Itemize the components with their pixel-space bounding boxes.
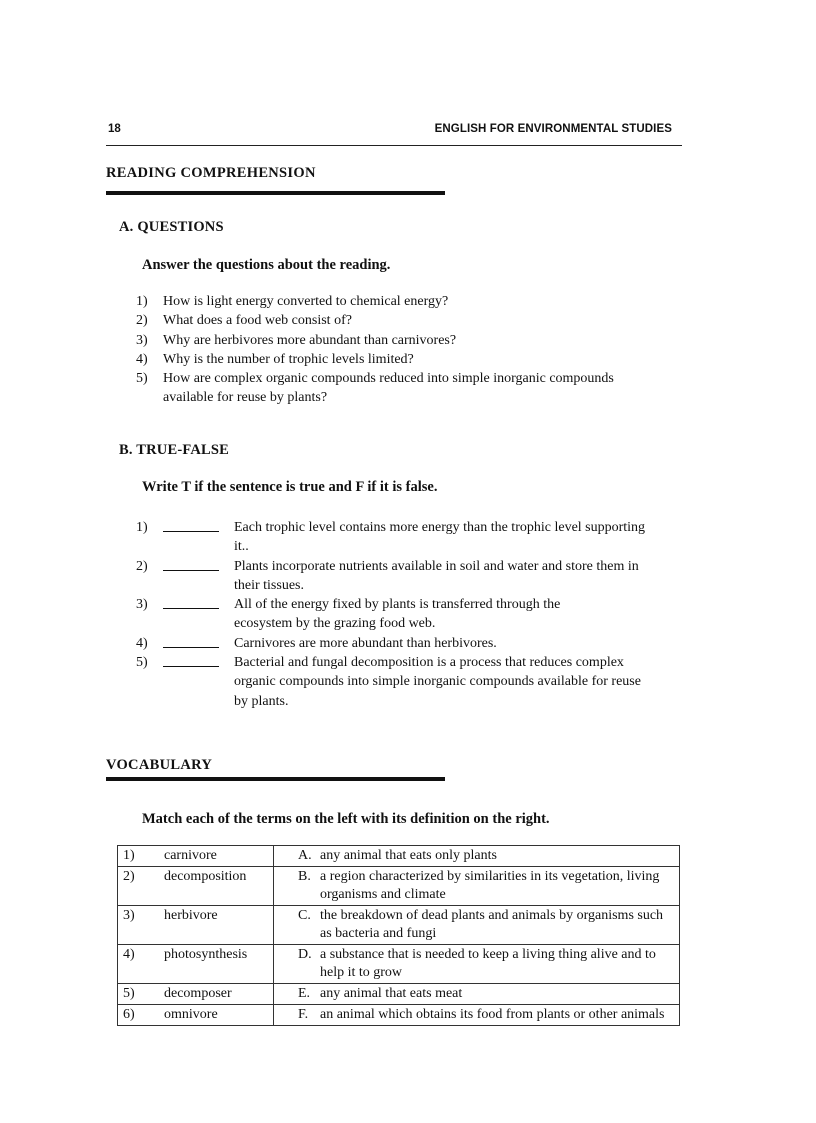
table-row [118,984,680,1005]
item-number: 4) [136,351,148,367]
true-false-list [136,518,676,711]
list-item [136,369,676,408]
item-number: 2) [136,313,148,329]
questions-instruction: Answer the questions about the reading. [142,257,391,273]
definition-letter: D. [298,947,312,962]
term-number: 5) [123,986,135,1001]
question-text: How are complex organic compounds reduced into simple inorganic compounds available for reuse by plants? [163,371,614,406]
item-number: 1) [136,520,148,535]
term-text: decomposer [164,986,232,1001]
statement-text: Each trophic level contains more energy than the trophic level supporting it.. [234,520,646,555]
definition-text: an animal which obtains its food from plants or other animals [320,1007,665,1022]
question-text: What does a food web consist of? [163,313,352,329]
vocabulary-title: VOCABULARY [106,757,213,773]
term-cell [118,867,274,906]
term-number: 3) [123,908,135,923]
term-cell [118,945,274,984]
term-text: carnivore [164,848,217,863]
answer-blank[interactable] [163,647,219,648]
table-row [118,1005,680,1026]
list-item [136,331,676,350]
item-number: 2) [136,558,148,574]
running-title: ENGLISH FOR ENVIRONMENTAL STUDIES [434,123,672,135]
questions-heading: A. QUESTIONS [119,219,224,235]
definition-cell [274,1005,680,1026]
page-number: 18 [108,123,121,135]
definition-cell [274,906,680,945]
questions-list [136,292,676,408]
table-row [118,867,680,906]
true-false-heading: B. TRUE-FALSE [119,442,230,458]
definition-text: a region characterized by similarities in its vegetation, living organisms and climate [320,869,660,902]
table-row [118,945,680,984]
answer-blank[interactable] [163,570,219,571]
item-number: 5) [136,371,148,387]
statement-text: Bacterial and fungal decomposition is a process that reduces complex organic compounds into simple inorganic compounds available for reuse by plants. [234,655,641,709]
list-item [136,557,676,596]
statement-text: Plants incorporate nutrients available in soil and water and store them in their tissues. [234,558,639,593]
item-number: 1) [136,294,148,309]
term-text: decomposition [164,869,247,884]
list-item [136,350,676,369]
definition-letter: A. [298,848,312,863]
question-text: Why is the number of trophic levels limited? [163,351,414,367]
section-rule [106,191,445,195]
reading-comprehension-title: READING COMPREHENSION [106,165,316,181]
table-row [118,906,680,945]
vocabulary-instruction: Match each of the terms on the left with its definition on the right. [142,811,550,827]
definition-cell [274,867,680,906]
definition-cell [274,945,680,984]
term-number: 4) [123,947,135,962]
term-number: 6) [123,1007,135,1022]
definition-text: the breakdown of dead plants and animals by organisms such as bacteria and fungi [320,908,664,941]
term-cell [118,1005,274,1026]
item-number: 3) [136,332,148,348]
definition-letter: C. [298,908,311,923]
list-item [136,595,676,634]
definition-text: any animal that eats only plants [320,848,497,863]
definition-letter: E. [298,986,311,1001]
table-row [118,846,680,867]
question-text: Why are herbivores more abundant than carnivores? [163,332,457,348]
item-number: 4) [136,635,148,651]
term-number: 2) [123,869,135,884]
term-text: omnivore [164,1007,218,1022]
list-item [136,653,676,711]
statement-text: Carnivores are more abundant than herbivores. [234,635,497,651]
answer-blank[interactable] [163,531,219,532]
term-cell [118,984,274,1005]
definition-letter: F. [298,1007,309,1022]
definition-letter: B. [298,869,311,884]
term-cell [118,906,274,945]
list-item [136,634,676,653]
definition-text: any animal that eats meat [320,986,463,1001]
definition-text: a substance that is needed to keep a living thing alive and to help it to grow [320,947,656,980]
term-number: 1) [123,848,135,863]
answer-blank[interactable] [163,608,219,609]
list-item [136,292,676,311]
term-text: herbivore [164,908,218,923]
term-text: photosynthesis [164,947,248,962]
list-item [136,518,676,557]
section-rule [106,777,445,781]
page-header [106,123,682,146]
item-number: 5) [136,655,148,671]
question-text: How is light energy converted to chemical energy? [163,294,449,309]
list-item [136,311,676,330]
statement-text: All of the energy fixed by plants is transferred through the ecosystem by the grazing food web. [234,597,561,632]
true-false-instruction: Write T if the sentence is true and F if it is false. [142,479,438,495]
vocabulary-table [117,845,680,1026]
definition-cell [274,846,680,867]
item-number: 3) [136,597,148,613]
definition-cell [274,984,680,1005]
answer-blank[interactable] [163,666,219,667]
term-cell [118,846,274,867]
